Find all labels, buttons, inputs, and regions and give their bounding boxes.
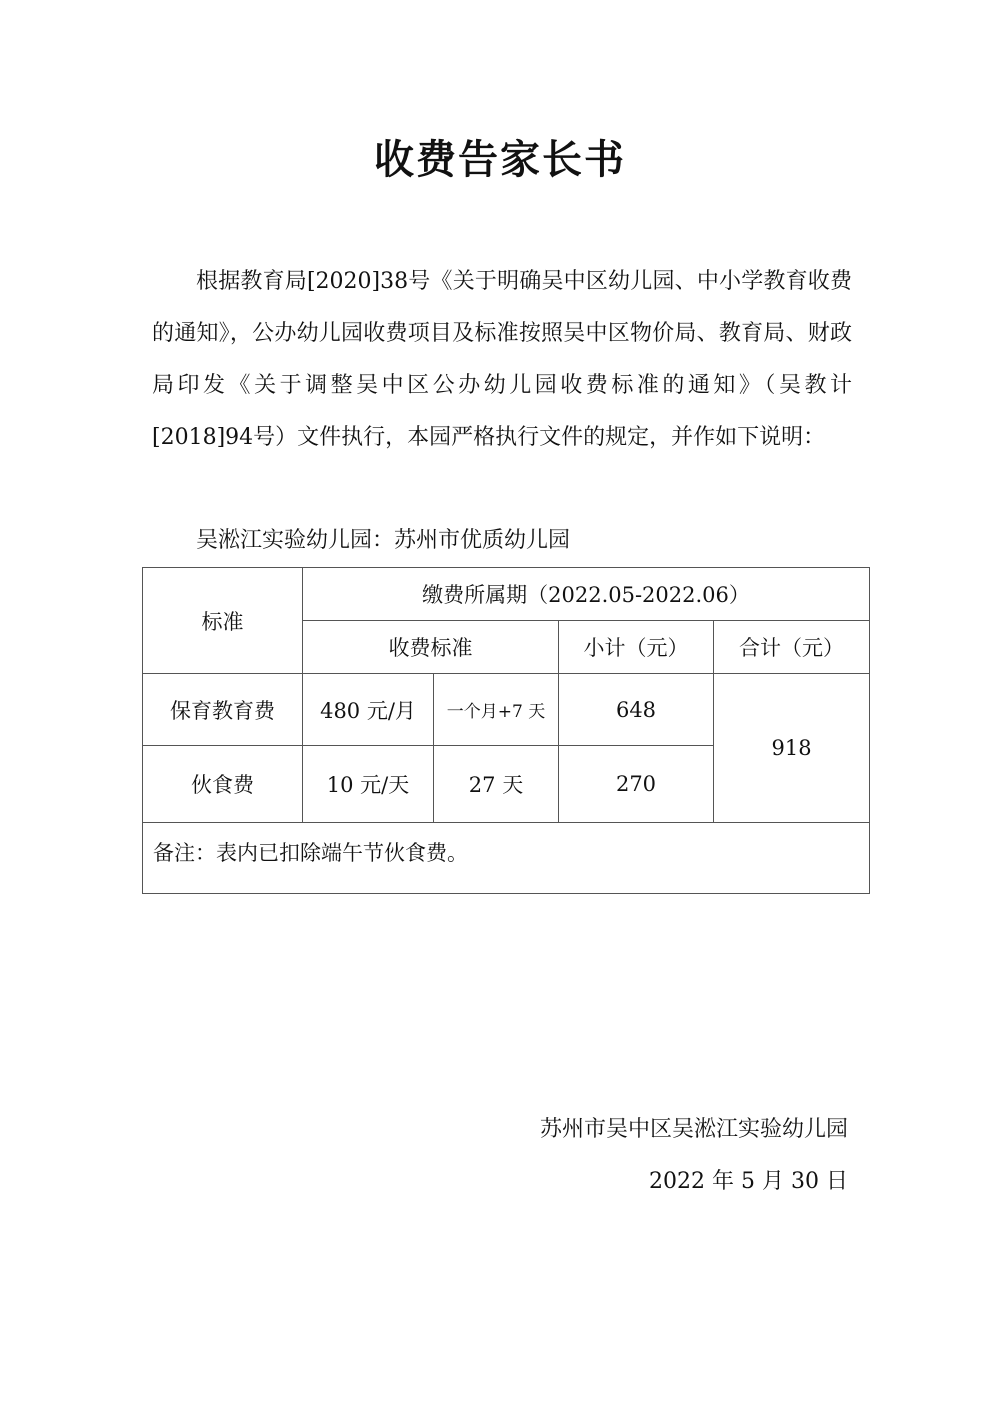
school-rating-line: 吴淞江实验幼儿园：苏州市优质幼儿园	[196, 528, 571, 553]
table-row	[143, 674, 870, 746]
notice-paragraph: 根据教育局[2020]38号《关于明确吴中区幼儿园、中小学教育收费的通知》，公办幼儿园收费项目及标准按照吴中区物价局、教育局、财政局印发《关于调整吴中区公办幼儿园收费标准的通知》（吴教计[2018]94号）文件执行，本园严格执行文件的规定，并作如下说明：	[152, 269, 852, 450]
fee-table	[142, 567, 870, 894]
fee-total-cell: 918	[714, 674, 870, 823]
fee-subtotal-cell: 270	[559, 746, 714, 823]
table-header-row	[143, 568, 870, 621]
remark-row	[143, 823, 870, 894]
fee-subtotal-cell: 648	[559, 674, 714, 746]
subtotal-header: 小计（元）	[559, 621, 714, 674]
remark-cell: 备注：表内已扣除端午节伙食费。	[143, 823, 870, 894]
signature-organization: 苏州市吴中区吴淞江实验幼儿园	[539, 1117, 848, 1142]
fee-duration-cell: 一个月+7 天	[434, 674, 559, 746]
fee-rate-cell: 10 元/天	[303, 746, 434, 823]
total-header: 合计（元）	[714, 621, 870, 674]
period-header: 缴费所属期（2022.05-2022.06）	[303, 568, 870, 621]
standard-header: 标准	[143, 568, 303, 674]
fee-rate-cell: 480 元/月	[303, 674, 434, 746]
signature-date: 2022 年 5 月 30 日	[649, 1169, 848, 1194]
fee-item-cell: 保育教育费	[143, 674, 303, 746]
fee-standard-header: 收费标准	[303, 621, 559, 674]
document-title: 收费告家长书	[374, 137, 626, 183]
fee-duration-cell: 27 天	[434, 746, 559, 823]
fee-item-cell: 伙食费	[143, 746, 303, 823]
